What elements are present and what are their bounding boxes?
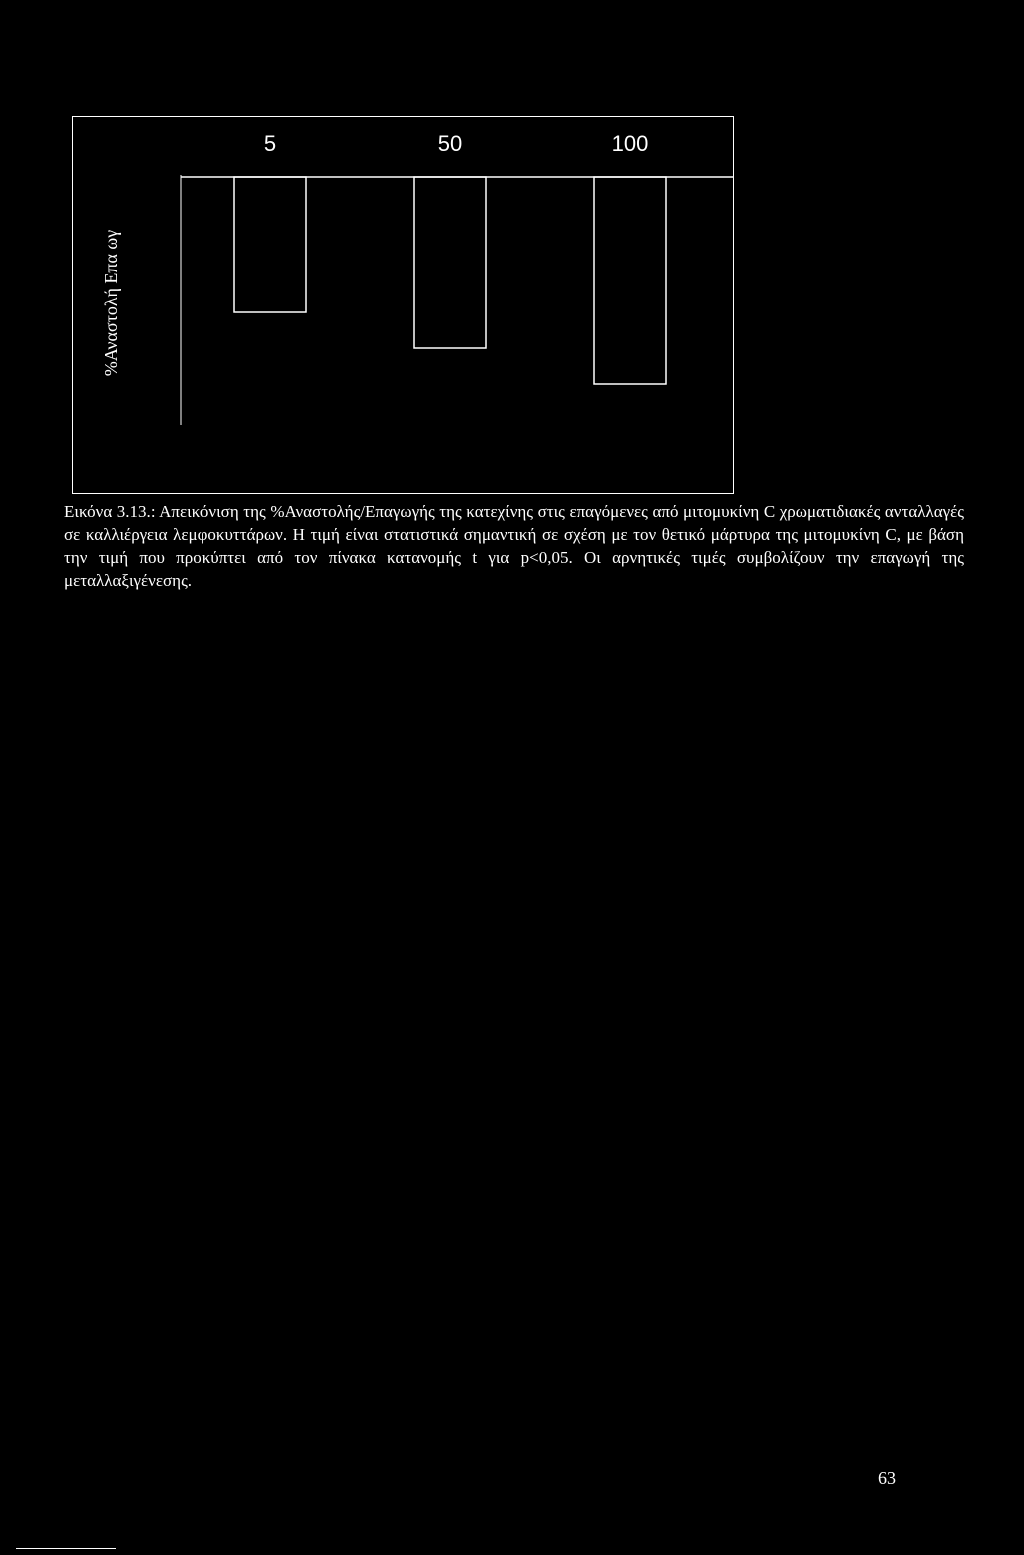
caption-label: Εικόνα 3.13. (64, 502, 151, 521)
page-number: 63 (878, 1468, 896, 1488)
footer-rule (16, 1548, 116, 1549)
bar-100 (594, 177, 666, 384)
category-label-100: 100 (611, 131, 649, 156)
bar-chart (73, 117, 735, 495)
bar-50 (414, 177, 486, 348)
y-axis-label: %Αναστολή Επα ωγ (101, 229, 121, 377)
category-label-50: 50 (437, 131, 463, 156)
chart-frame (72, 116, 734, 494)
caption-text: : Απεικόνιση της %Αναστολής/Επαγωγής της κατεχίνης στις επαγόμενες από μιτομυκίνη C χρωματιδιακές ανταλλαγές σε καλλιέργεια λεμφοκυττάρων. Η τιμή είναι στατιστικά σημαντική σε σχέση με τον θετικό μάρτυρα της μιτομυκίνη C, με βάση την τιμή που προκύπτει από τον πίνακα κατανομής t για p<0,05. Οι αρνητικές τιμές συμβολίζουν την επαγωγή της μεταλλαξιγένεσης. (64, 502, 964, 590)
bar-5 (234, 177, 306, 312)
figure-caption (64, 500, 964, 592)
category-label-5: 5 (263, 131, 277, 156)
